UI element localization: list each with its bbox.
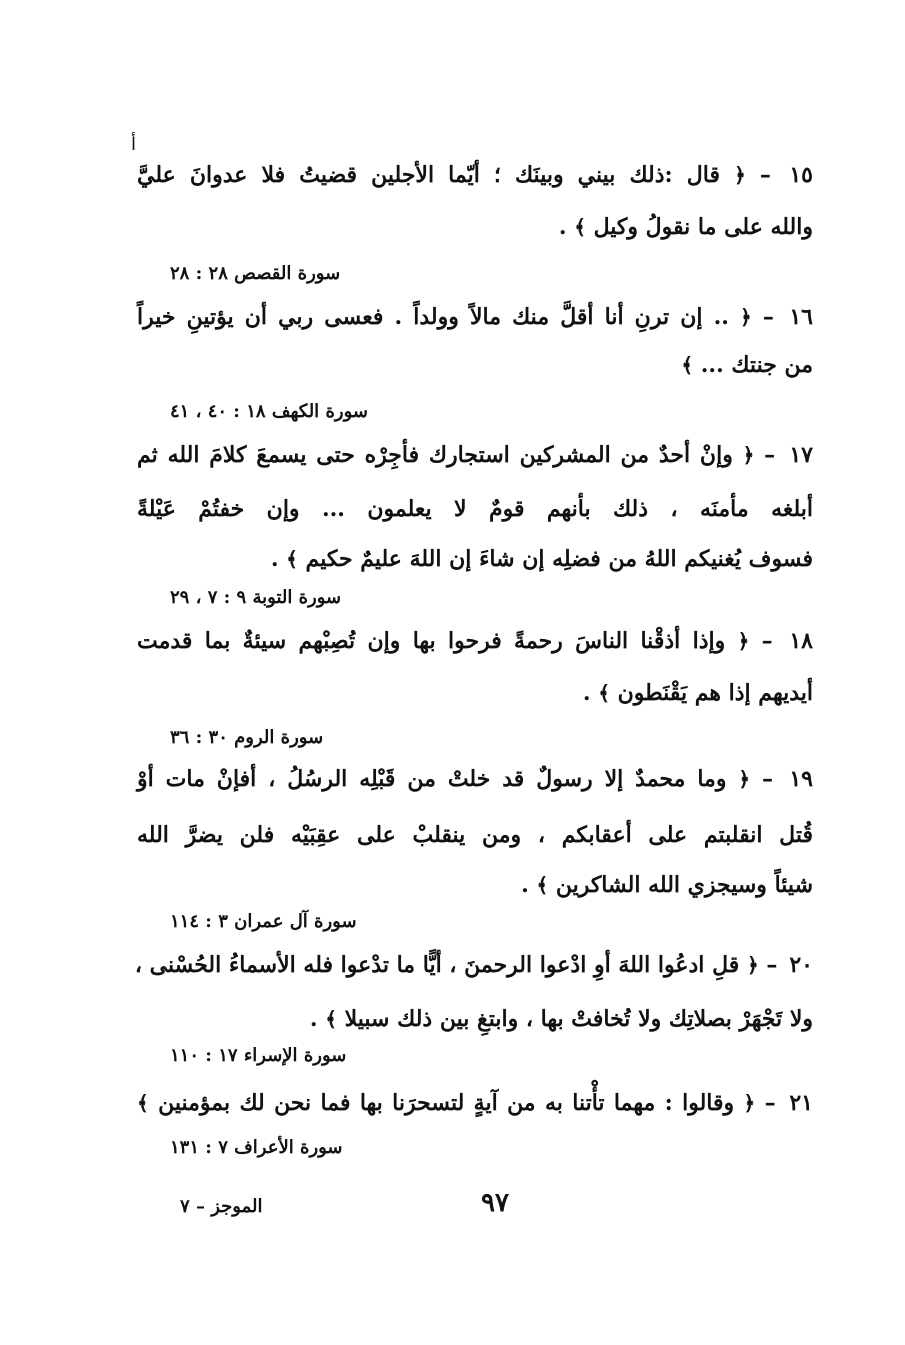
verse-16-source: سورة الكهف ١٨ : ٤٠ ، ٤١ <box>170 401 368 422</box>
signature-label: الموجز – ٧ <box>180 1196 263 1217</box>
verse-19-source: سورة آل عمران ٣ : ١١٤ <box>170 911 357 932</box>
verse-text: وإنْ أحدٌ من المشركين استجارك فأجِرْه حتى يسمعَ كلامَ الله ثم <box>137 442 733 468</box>
verse-18-line-1 <box>137 626 813 656</box>
verse-text: ولا تَجْهَرْ بصلاتِك ولا تُخافتْ بها ، وابتغِ بين ذلك سبيلا <box>344 1006 813 1032</box>
ornate-bracket-open-icon: ﴿ <box>738 767 751 791</box>
dash: – <box>764 1090 776 1116</box>
verse-17-line-1 <box>137 440 813 470</box>
dash: – <box>761 628 773 654</box>
ornate-bracket-open-icon: ﴿ <box>734 163 746 187</box>
verse-16-line-1 <box>137 302 813 332</box>
verse-text: .. إن ترنِ أنا أقلَّ منك مالاً وولداً . فعسى ربي أن يؤتينِ خيراً <box>137 304 729 330</box>
verse-15-line-1 <box>137 160 813 190</box>
dash: – <box>762 304 774 330</box>
verse-text: قُتل انقلبتم على أعقابكم ، ومن ينقلبْ على عقِبَيْه فلن يضرَّ الله <box>137 822 813 848</box>
verse-20-line-1 <box>134 950 813 980</box>
ornate-bracket-open-icon: ﴿ <box>743 1091 756 1115</box>
margin-mark: أ <box>131 134 137 155</box>
dash: – <box>759 162 771 188</box>
verse-15-source: سورة القصص ٢٨ : ٢٨ <box>170 263 341 284</box>
page-number: ٩٧ <box>481 1188 509 1218</box>
ornate-bracket-close-icon: ﴾ <box>536 873 549 897</box>
verse-text: أيديهم إذا هم يَقْنَطون <box>617 680 813 706</box>
verse-text: قال :ذلك بيني وبينَك ؛ أيّما الأجلين قضيتُ فلا عدوانَ عليَّ <box>137 162 720 188</box>
verse-19-line-1 <box>137 764 813 794</box>
verse-20-source: سورة الإسراء ١٧ : ١١٠ <box>170 1045 347 1066</box>
verse-text: قلِ ادعُوا اللهَ أوِ ادْعوا الرحمنَ ، أيًّا ما تدْعوا فله الأسماءُ الحُسْنى ، <box>134 952 740 978</box>
ornate-bracket-open-icon: ﴿ <box>740 305 752 329</box>
ornate-bracket-close-icon: ﴾ <box>286 547 298 571</box>
verse-text: من جنتك ... <box>700 352 813 378</box>
verse-17-source: سورة التوبة ٩ : ٧ ، ٢٩ <box>170 587 342 608</box>
verse-text: والله على ما نقولُ وكيل <box>593 214 813 240</box>
ornate-bracket-open-icon: ﴿ <box>742 443 755 467</box>
verse-15-line-2: والله على ما نقولُ وكيل ﴾ . <box>558 214 813 240</box>
verse-text: فسوف يُغنيكم اللهُ من فضلِه إن شاءَ إن اللهَ عليمٌ حكيم <box>305 546 813 572</box>
verse-17-line-2 <box>137 494 813 524</box>
ornate-bracket-close-icon: ﴾ <box>681 353 694 377</box>
verse-number: ٢٠ <box>789 952 813 978</box>
verse-number: ١٩ <box>789 766 813 792</box>
ornate-bracket-close-icon: ﴾ <box>574 215 586 239</box>
dash: – <box>766 952 778 978</box>
verse-18-source: سورة الروم ٣٠ : ٣٦ <box>170 727 324 748</box>
verse-number: ١٧ <box>789 442 813 468</box>
verse-17-line-3: فسوف يُغنيكم اللهُ من فضلِه إن شاءَ إن اللهَ عليمٌ حكيم ﴾ . <box>270 546 813 572</box>
verse-20-line-2: ولا تَجْهَرْ بصلاتِك ولا تُخافتْ بها ، وابتغِ بين ذلك سبيلا ﴾ . <box>309 1006 813 1032</box>
verse-number: ١٦ <box>789 304 813 330</box>
verse-text: وقالوا : مهما تأْتنا به من آيةٍ لتسحرَنا بها فما نحن لك بمؤمنين <box>158 1090 735 1116</box>
verse-16-line-2 <box>137 350 813 380</box>
ornate-bracket-close-icon: ﴾ <box>137 1091 149 1115</box>
verse-number: ١٥ <box>789 162 813 188</box>
dash: – <box>764 442 776 468</box>
verse-number: ١٨ <box>789 628 813 654</box>
ornate-bracket-close-icon: ﴾ <box>325 1007 337 1031</box>
verse-text: أبلغه مأمنَه ، ذلك بأنهم قومٌ لا يعلمون ... وإن خفتُمْ عَيْلةً <box>137 496 813 522</box>
verse-21-line-1 <box>137 1088 813 1118</box>
verse-19-line-2 <box>137 820 813 850</box>
verse-text: وما محمدٌ إلا رسولٌ قد خلتْ من قَبْلِه الرسُلُ ، أفإنْ مات أوْ <box>137 766 727 792</box>
ornate-bracket-open-icon: ﴿ <box>737 629 750 653</box>
verse-text: وإذا أذقْنا الناسَ رحمةً فرحوا بها وإن تُصِبْهم سيئةٌ بما قدمت <box>137 628 726 654</box>
verse-number: ٢١ <box>789 1090 813 1116</box>
dash: – <box>762 766 774 792</box>
verse-21-source: سورة الأعراف ٧ : ١٣١ <box>170 1137 343 1158</box>
verse-text: شيئاً وسيجزي الله الشاكرين <box>555 872 813 898</box>
verse-19-line-3: شيئاً وسيجزي الله الشاكرين ﴾ . <box>521 872 813 898</box>
ornate-bracket-open-icon: ﴿ <box>746 953 759 977</box>
ornate-bracket-close-icon: ﴾ <box>598 681 610 705</box>
verse-18-line-2: أيديهم إذا هم يَقْنَطون ﴾ . <box>582 680 813 706</box>
